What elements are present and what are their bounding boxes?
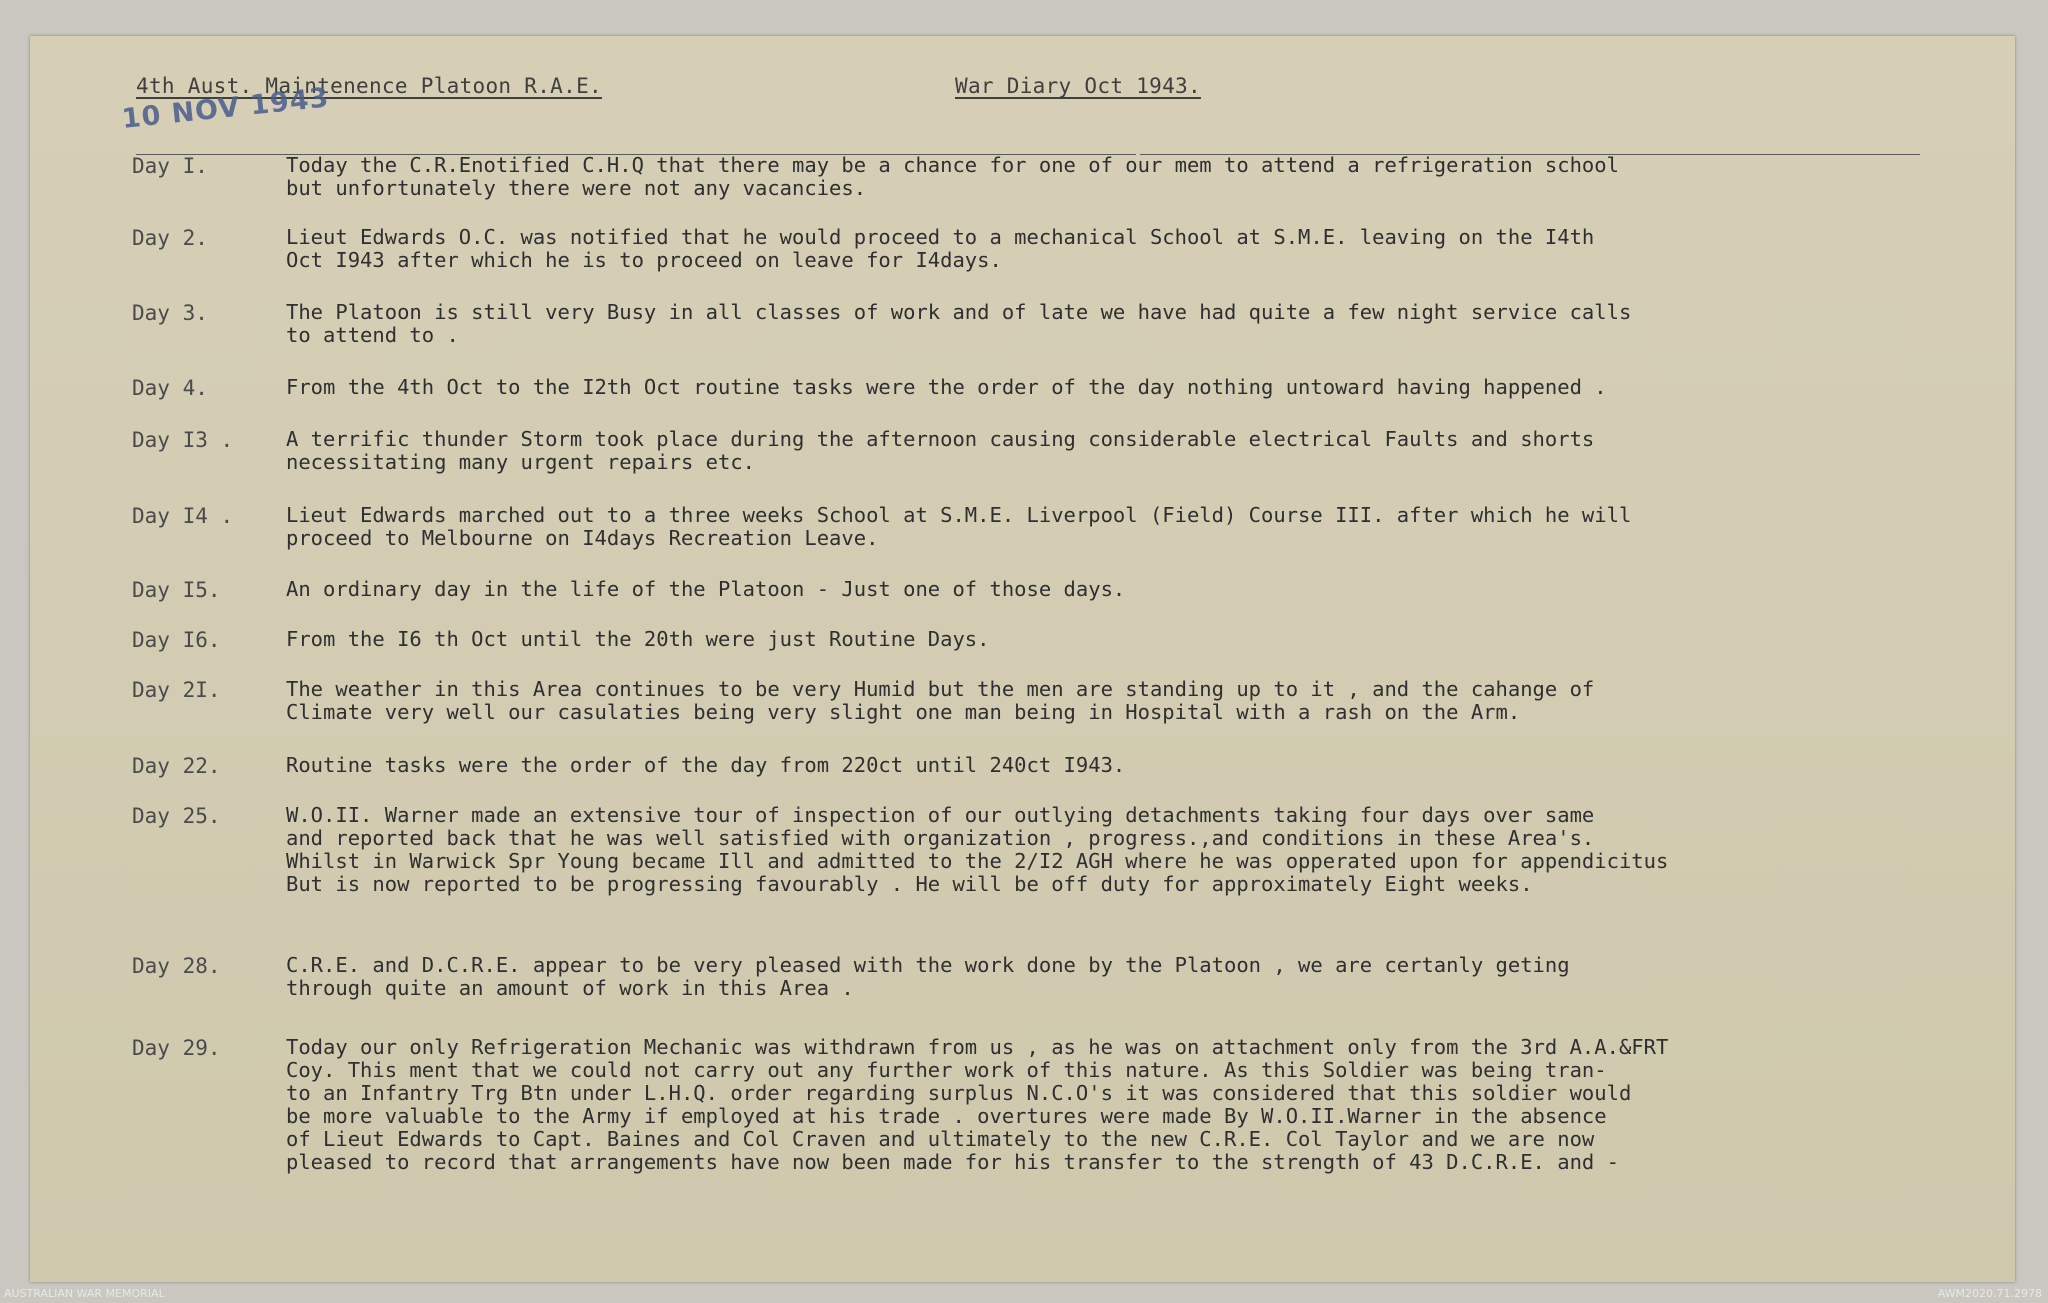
entry-day: Day 28. (132, 954, 221, 978)
entry-text (286, 578, 2006, 601)
entry-day: Day I3 . (132, 428, 234, 452)
date-stamp: 10 NOV 1943 (120, 82, 331, 135)
unit-heading: 4th Aust. Maintenence Platoon R.A.E. (136, 74, 602, 98)
entry-line: Climate very well our casulaties being very slight one man being in Hospital with a rash on the Arm. (286, 700, 1521, 724)
entry-line: to attend to . (286, 323, 459, 347)
entry-day: Day 3. (132, 301, 208, 325)
entry-line: proceed to Melbourne on I4days Recreation Leave. (286, 526, 879, 550)
entry-text (286, 428, 2006, 474)
entry-text (286, 376, 2006, 399)
entry-line: of Lieut Edwards to Capt. Baines and Col Craven and ultimately to the new C.R.E. Col Taylor and we are now (286, 1127, 1595, 1151)
entry-day: Day 4. (132, 376, 208, 400)
entry-text (286, 154, 2006, 200)
entry-line: necessitating many urgent repairs etc. (286, 450, 755, 474)
entry-day: Day I4 . (132, 504, 234, 528)
entry-line: But is now reported to be progressing favourably . He will be off duty for approximately Eight weeks. (286, 872, 1533, 896)
entry-line: The weather in this Area continues to be very Humid but the men are standing up to it , and the cahange of (286, 677, 1595, 701)
entry-line: Coy. This ment that we could not carry out any further work of this nature. As this Soldier was being tran- (286, 1058, 1607, 1082)
entry-text (286, 754, 2006, 777)
entry-line: W.O.II. Warner made an extensive tour of inspection of our outlying detachments taking four days over same (286, 803, 1595, 827)
archive-reference: AWM2020.71.2978 (1937, 1287, 2042, 1300)
entry-line: Whilst in Warwick Spr Young became Ill and admitted to the 2/I2 AGH where he was opperated upon for appendicitus (286, 849, 1669, 873)
entry-line: From the 4th Oct to the I2th Oct routine tasks were the order of the day nothing untoward having happened . (286, 375, 1607, 399)
entry-text (286, 804, 2006, 896)
entry-line: Oct I943 after which he is to proceed on leave for I4days. (286, 248, 1002, 272)
entry-line: be more valuable to the Army if employed at his trade . overtures were made By W.O.II.Warner in the absence (286, 1104, 1607, 1128)
entry-day: Day I. (132, 154, 208, 178)
entry-line: through quite an amount of work in this Area . (286, 976, 854, 1000)
entry-day: Day 22. (132, 754, 221, 778)
entry-day: Day 25. (132, 804, 221, 828)
entry-day: Day I5. (132, 578, 221, 602)
entry-day: Day I6. (132, 628, 221, 652)
entry-text (286, 1036, 2006, 1174)
entry-line: An ordinary day in the life of the Platoon - Just one of those days. (286, 577, 1126, 601)
entry-line: Lieut Edwards O.C. was notified that he would proceed to a mechanical School at S.M.E. leaving on the I4th (286, 225, 1595, 249)
entry-line: but unfortunately there were not any vacancies. (286, 176, 867, 200)
entry-text (286, 504, 2006, 550)
entry-text (286, 628, 2006, 651)
entry-line: C.R.E. and D.C.R.E. appear to be very pleased with the work done by the Platoon , we are certanly geting (286, 953, 1570, 977)
entry-day: Day 2. (132, 226, 208, 250)
entry-line: to an Infantry Trg Btn under L.H.Q. order regarding surplus N.C.O's it was considered that this soldier would (286, 1081, 1632, 1105)
entry-day: Day 29. (132, 1036, 221, 1060)
entry-text (286, 226, 2006, 272)
entry-text (286, 678, 2006, 724)
entry-line: Routine tasks were the order of the day from 220ct until 240ct I943. (286, 753, 1126, 777)
archive-credit: AUSTRALIAN WAR MEMORIAL (4, 1287, 165, 1300)
entry-line: and reported back that he was well satisfied with organization , progress.,and conditions in these Area's. (286, 826, 1595, 850)
entry-line: pleased to record that arrangements have now been made for his transfer to the strength of 43 D.C.R.E. and - (286, 1150, 1619, 1174)
diary-title: War Diary Oct 1943. (955, 74, 1201, 98)
entry-line: From the I6 th Oct until the 20th were just Routine Days. (286, 627, 990, 651)
entry-line: Today the C.R.Enotified C.H.Q that there may be a chance for one of our mem to attend a refrigeration school (286, 153, 1619, 177)
entry-line: Lieut Edwards marched out to a three weeks School at S.M.E. Liverpool (Field) Course III. after which he will (286, 503, 1632, 527)
entry-day: Day 2I. (132, 678, 221, 702)
entry-line: The Platoon is still very Busy in all classes of work and of late we have had quite a few night service calls (286, 300, 1632, 324)
diary-page (30, 36, 2015, 1282)
entry-text (286, 301, 2006, 347)
entry-line: Today our only Refrigeration Mechanic was withdrawn from us , as he was on attachment only from the 3rd A.A.&FRT (286, 1035, 1669, 1059)
entry-text (286, 954, 2006, 1000)
entry-line: A terrific thunder Storm took place during the afternoon causing considerable electrical Faults and shorts (286, 427, 1595, 451)
